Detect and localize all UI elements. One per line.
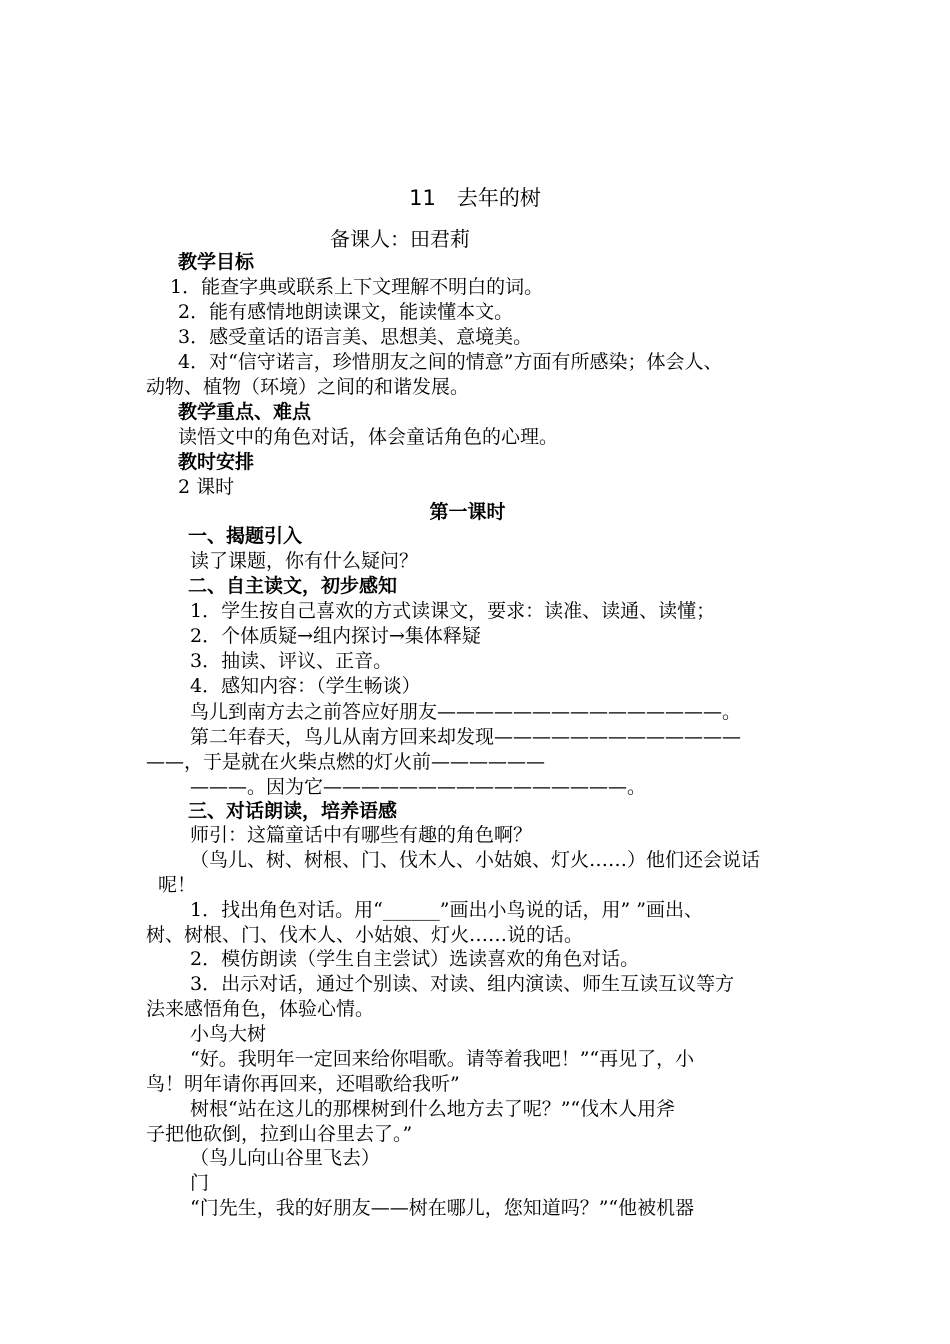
fill-line: 鸟儿到南方去之前答应好朋友———————————————。 <box>190 701 742 723</box>
part3-line: （鸟儿、树、树根、门、伐木人、小姑娘、灯火……）他们还会说话 <box>190 849 761 871</box>
part3-line: “门先生，我的好朋友——树在哪儿，您知道吗？”“他被机器 <box>190 1197 695 1219</box>
goal-item: 1．能查字典或联系上下文理解不明白的词。 <box>170 276 544 298</box>
part3-line: 鸟！明年请你再回来，还唱歌给我听” <box>146 1073 460 1095</box>
part3-line: 法来感悟角色，体验心情。 <box>146 998 375 1020</box>
part3-line: “好。我明年一定回来给你唱歌。请等着我吧！”“再见了，小 <box>190 1048 695 1070</box>
part3-heading: 三、对话朗读，培养语感 <box>188 800 398 822</box>
part1-heading: 一、揭题引入 <box>188 525 303 547</box>
part2-heading: 二、自主读文，初步感知 <box>188 575 398 597</box>
part3-line: 3．出示对话，通过个别读、对读、组内演读、师生互读互议等方 <box>190 973 735 995</box>
part2-item: 2．个体质疑→组内探讨→集体释疑 <box>190 625 481 647</box>
part2-item: 4．感知内容：（学生畅谈） <box>190 675 421 697</box>
part3-line: 小鸟大树 <box>190 1023 267 1045</box>
part3-line: 1．找出角色对话。用“______”画出小鸟说的话，用” ”画出、 <box>190 899 703 921</box>
author-line: 备课人：田君莉 <box>330 227 470 251</box>
part3-line: 树、树根、门、伐木人、小姑娘、灯火……说的话。 <box>146 924 584 946</box>
part3-line: 2．模仿朗读（学生自主尝试）选读喜欢的角色对话。 <box>190 948 640 970</box>
fill-line: ——，于是就在火柴点燃的灯火前—————— <box>146 751 546 773</box>
fill-line: ———。因为它————————————————。 <box>190 776 647 798</box>
part3-line: 师引：这篇童话中有哪些有趣的角色啊？ <box>190 824 533 846</box>
part3-line: 门 <box>190 1172 210 1194</box>
part2-item: 1．学生按自己喜欢的方式读课文，要求：读准、读通、读懂； <box>190 600 716 622</box>
goals-heading: 教学目标 <box>178 251 255 273</box>
time-text: 2 课时 <box>178 476 235 498</box>
time-heading: 教时安排 <box>178 451 255 473</box>
fill-line: 第二年春天，鸟儿从南方回来却发现————————————— <box>190 726 742 748</box>
part3-line: 呢！ <box>158 874 197 896</box>
key-text: 读悟文中的角色对话，体会童话角色的心理。 <box>178 426 559 448</box>
part2-item: 3．抽读、评议、正音。 <box>190 650 393 672</box>
part3-line: 树根“站在这儿的那棵树到什么地方去了呢？”“伐木人用斧 <box>190 1098 676 1120</box>
page-title: 11 去年的树 <box>409 186 541 210</box>
key-heading: 教学重点、难点 <box>178 401 312 423</box>
lesson1-heading: 第一课时 <box>429 501 506 523</box>
goal-item: 3．感受童话的语言美、思想美、意境美。 <box>178 326 533 348</box>
goal-item: 动物、植物（环境）之间的和谐发展。 <box>146 376 470 398</box>
part3-line: （鸟儿向山谷里飞去） <box>190 1147 381 1169</box>
goal-item: 4．对“信守诺言，珍惜朋友之间的情意”方面有所感染；体会人、 <box>178 351 723 373</box>
part3-line: 子把他砍倒，拉到山谷里去了。” <box>146 1123 413 1145</box>
goal-item: 2．能有感情地朗读课文，能读懂本文。 <box>178 301 514 323</box>
part1-text: 读了课题，你有什么疑问？ <box>190 550 419 572</box>
